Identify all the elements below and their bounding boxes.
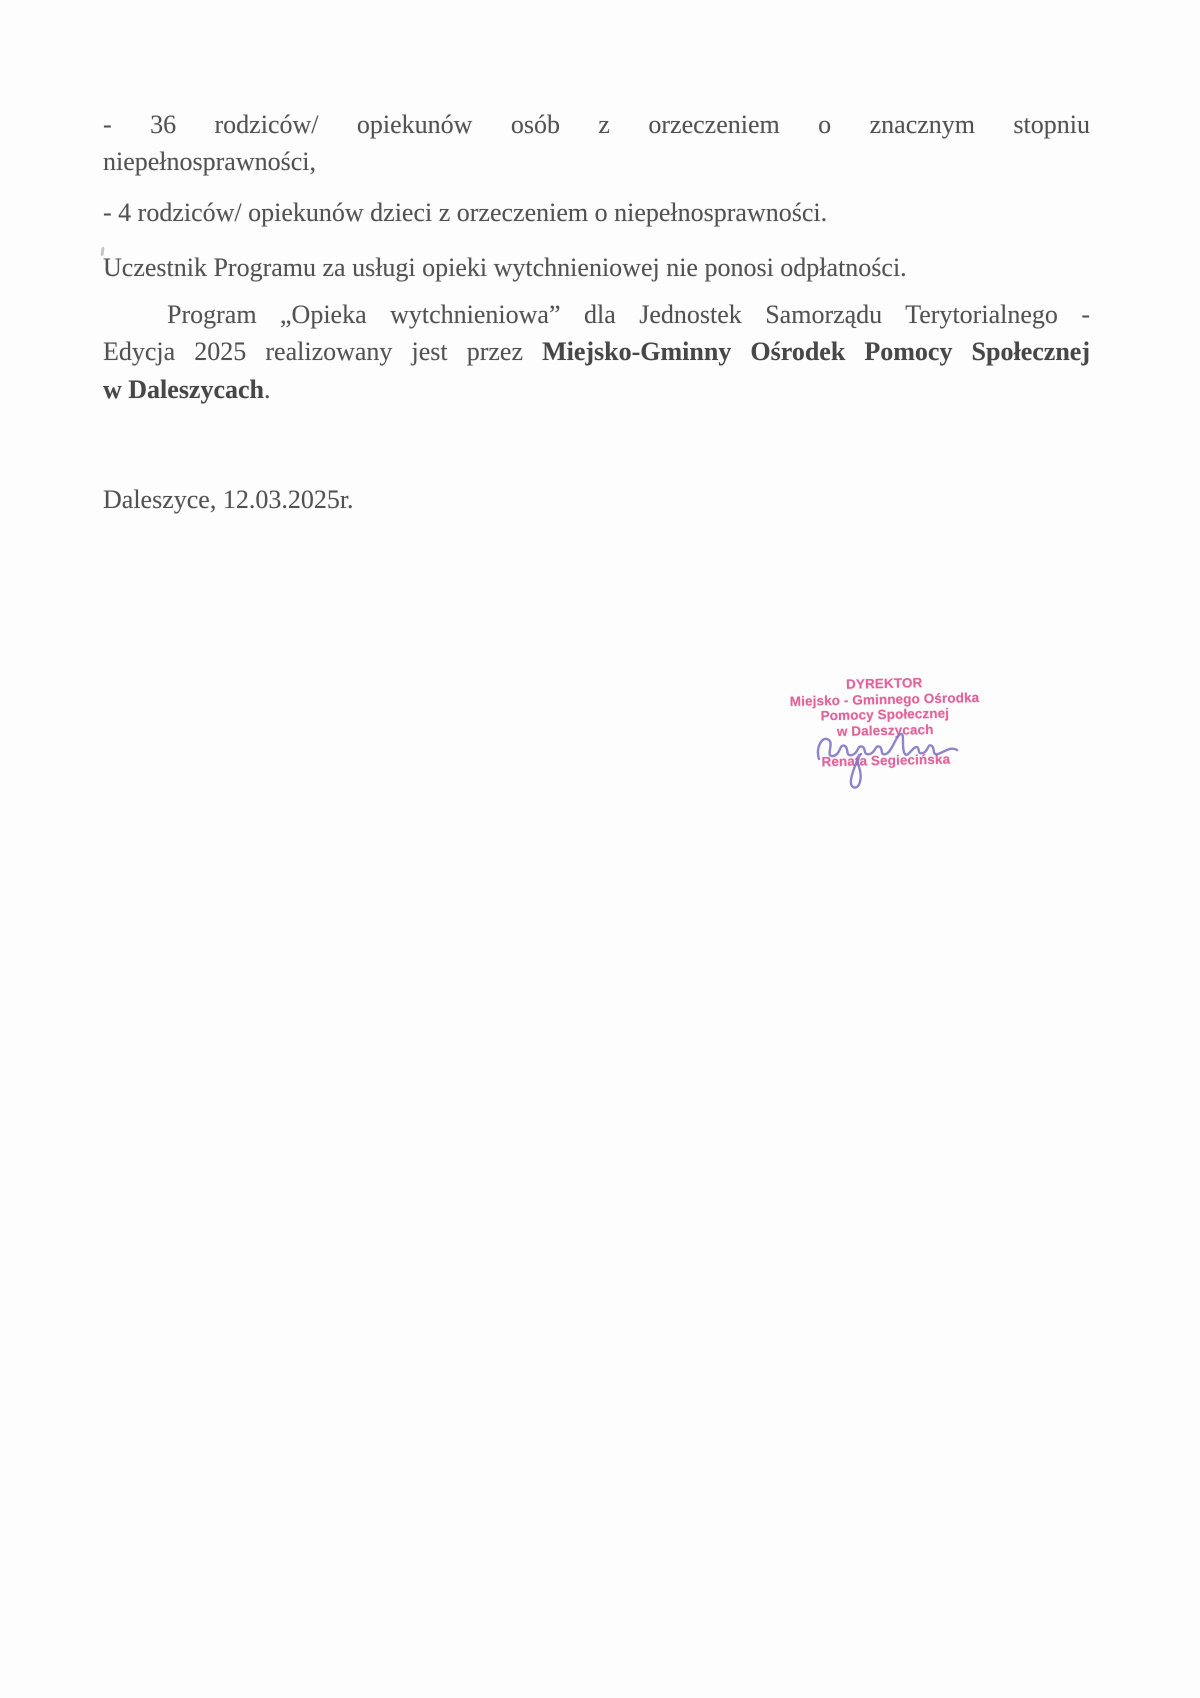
paragraph3-line1: Uczestnik Programu za usługi opieki wytchnieniowej nie ponosi odpłatności. <box>103 253 907 282</box>
paragraph4-line2-bold-text: Miejsko-Gminny Ośrodek Pomocy Społecznej <box>542 337 1090 366</box>
stamp-org-line3: w Daleszycach <box>836 721 934 739</box>
handwritten-signature <box>813 729 963 793</box>
stamp-org-line2: Pomocy Społecznej <box>820 705 950 724</box>
paragraph2-line1: - 4 rodziców/ opiekunów dzieci z orzeczeniem o niepełnosprawności. <box>103 198 828 227</box>
paragraph1-line1: - 36 rodziców/ opiekunów osób z orzeczeniem o znacznym stopniu <box>103 110 1090 139</box>
stamp-org-line1: Miejsko - Gminnego Ośrodka <box>789 689 980 709</box>
paragraph4-line3 <box>103 371 1090 408</box>
paragraph4-line2-normal-text: Edycja 2025 realizowany jest przez <box>103 337 543 366</box>
stamp-director-name: Renata Segiecińska <box>821 751 951 770</box>
stamp-title: DYREKTOR <box>845 675 923 692</box>
paragraph4-line1: Program „Opieka wytchnieniowa” dla Jednostek Samorządu Terytorialnego - <box>167 300 1090 329</box>
date-line: Daleszyce, 12.03.2025r. <box>103 485 354 514</box>
paragraph4-line3-period: . <box>264 375 271 404</box>
paragraph4-line3-bold-text: w Daleszycach <box>103 375 265 404</box>
paragraph4-line2 <box>103 333 1090 370</box>
paragraph1-line2: niepełnosprawności, <box>103 147 317 176</box>
